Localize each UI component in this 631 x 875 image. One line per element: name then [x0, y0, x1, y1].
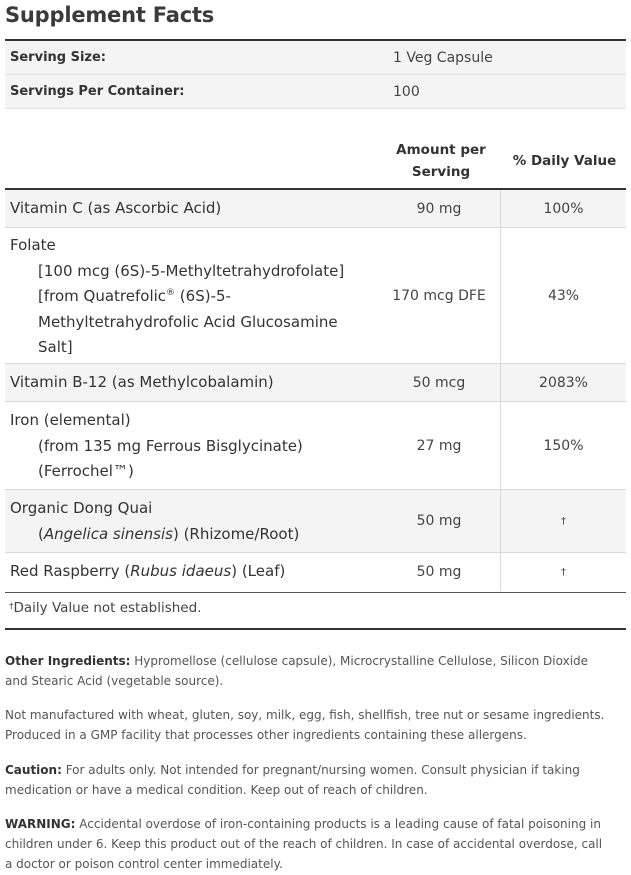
servings-per-container-value: 100 — [393, 83, 420, 100]
ingredient-subline-part: ) (Rhizome/Root) — [172, 524, 300, 543]
servings-per-container-label: Servings Per Container: — [10, 84, 185, 99]
latin-name: Angelica sinensis — [43, 524, 173, 543]
table-row — [5, 228, 626, 364]
ingredient-name: Vitamin B-12 (as Methylcobalamin) — [10, 373, 274, 391]
table-row — [5, 190, 626, 228]
ingredient-daily-value: 100% — [543, 200, 584, 217]
ingredient-name-part: ) (Leaf) — [231, 562, 286, 580]
ingredient-daily-value: 150% — [543, 437, 584, 454]
facts-panel-bottom-rule — [5, 628, 626, 630]
ingredient-name: Folate — [10, 236, 56, 254]
ingredient-amount: 170 mcg DFE — [378, 228, 501, 363]
ingredient-daily-value: 43% — [547, 287, 580, 304]
ingredient-name-block — [5, 402, 378, 489]
caution-label: Caution: — [5, 763, 62, 777]
ingredient-subline: (Ferrochel™) — [38, 462, 134, 480]
ingredient-subline-part: ( — [38, 524, 44, 543]
table-row — [5, 402, 626, 490]
ingredient-subline-part: [from Quatrefolic — [38, 287, 167, 305]
warning-text: Accidental overdose of iron-containing products is a leading cause of fatal poisoning in children under 6. Keep this product out of the reach of children. In case of accidental overdose, call a doctor or poison control center immediately. — [5, 817, 603, 871]
caution-text: For adults only. Not intended for pregnant/nursing women. Consult physician if taking medication or have a medical condition. Keep out of reach of children. — [5, 763, 580, 797]
ingredient-name-block — [5, 490, 378, 552]
other-ingredients-text: Hypromellose (cellulose capsule), Microcrystalline Cellulose, Silicon Dioxide and Stearic Acid (vegetable source). — [5, 654, 589, 688]
amount-per-serving-header — [380, 139, 502, 183]
ingredient-subline — [10, 522, 373, 548]
ingredient-amount: 90 mg — [378, 190, 501, 227]
ingredient-amount: 50 mg — [378, 490, 501, 552]
warning-label: WARNING: — [5, 817, 76, 831]
registered-mark: ® — [166, 288, 176, 298]
table-row — [5, 364, 626, 402]
ingredient-name: Vitamin C (as Ascorbic Acid) — [10, 199, 222, 217]
daily-value-footnote — [9, 600, 201, 616]
allergen-statement: Not manufactured with wheat, gluten, soy, milk, egg, fish, shellfish, tree nut or sesame ingredients. Produced in a GMP facility that processes other ingredients containing these allergens. — [5, 708, 605, 742]
other-ingredients — [5, 651, 605, 691]
serving-size-value: 1 Veg Capsule — [393, 49, 493, 66]
footnote-text: Daily Value not established. — [13, 600, 202, 616]
dagger-symbol: † — [9, 602, 14, 612]
warning-statement — [5, 814, 605, 874]
ingredient-name — [5, 553, 378, 591]
ingredient-subline: (from 135 mg Ferrous Bisglycinate) — [38, 436, 303, 455]
ingredient-subline: [100 mcg (6S)-5-Methyltetrahydrofolate] — [38, 261, 345, 280]
ingredients-table — [5, 190, 626, 591]
caution-statement — [5, 760, 605, 800]
ingredient-daily-value: 2083% — [539, 374, 588, 391]
ingredient-subline — [10, 284, 373, 310]
page-title: Supplement Facts — [5, 3, 215, 27]
ingredient-subline: Methyltetrahydrofolic Acid Glucosamine — [38, 312, 338, 331]
serving-size-label: Serving Size: — [10, 50, 107, 65]
table-row — [5, 490, 626, 553]
ingredient-name: Iron (elemental) — [10, 411, 131, 429]
amount-header-line1: Amount per — [396, 142, 486, 158]
serving-size-row — [5, 41, 626, 75]
ingredient-amount: 27 mg — [378, 402, 501, 489]
table-bottom-divider — [5, 592, 626, 593]
ingredient-name-part: Red Raspberry ( — [10, 562, 131, 580]
amount-header-line2: Serving — [411, 164, 471, 180]
daily-value-header: % Daily Value — [512, 153, 617, 169]
ingredient-amount: 50 mcg — [378, 364, 501, 401]
ingredient-amount: 50 mg — [378, 553, 501, 591]
table-row — [5, 553, 626, 591]
servings-per-container-row — [5, 75, 626, 109]
serving-info-table — [5, 41, 626, 109]
ingredient-name: Organic Dong Quai — [10, 499, 153, 517]
ingredient-subline: Salt] — [38, 338, 73, 356]
ingredient-subline-part: (6S)-5- — [175, 287, 231, 305]
ingredient-daily-value: † — [561, 515, 566, 527]
latin-name: Rubus idaeus — [130, 562, 232, 580]
other-ingredients-label: Other Ingredients: — [5, 654, 131, 668]
ingredient-daily-value: † — [561, 566, 566, 578]
ingredient-name-block — [5, 228, 378, 363]
